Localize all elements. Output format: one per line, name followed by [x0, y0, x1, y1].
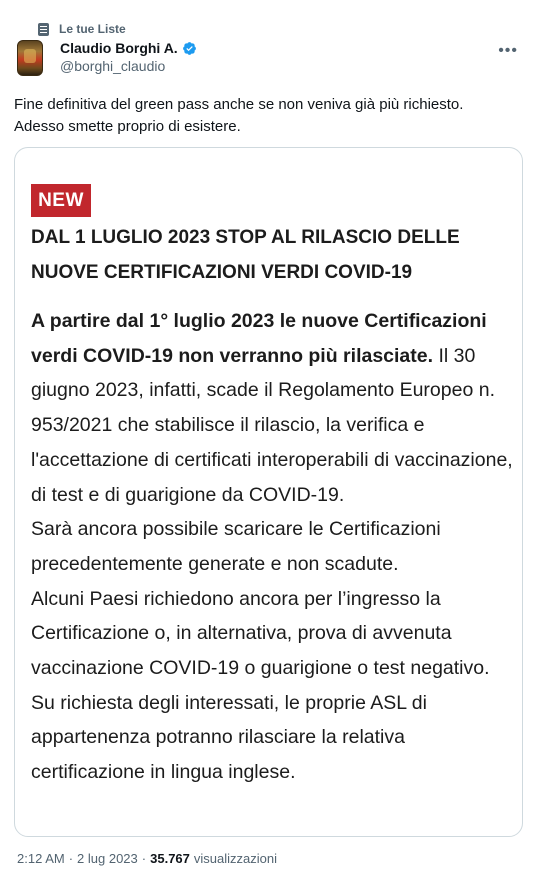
card-paragraph: Alcuni Paesi richiedono ancora per l’ingresso la Certificazione o, in alternativa, prova di avvenuta vaccinazione COVID-19 o guarigione o test negativo. Su richiesta degli interessati, le proprie ASL di appartenenza potranno rilasciare la relativa certificazione in lingua inglese.	[31, 587, 490, 784]
tweet-meta	[17, 851, 277, 866]
headline-line: NUOVE CERTIFICAZIONI VERDI COVID-19	[31, 262, 413, 283]
headline-line: DAL 1 LUGLIO 2023 STOP AL RILASCIO DELLE	[31, 227, 460, 248]
meta-separator: ·	[68, 851, 74, 866]
verified-badge-icon	[182, 41, 197, 56]
meta-separator: ·	[141, 851, 147, 866]
new-badge: NEW	[31, 184, 91, 217]
tweet-text	[14, 94, 519, 138]
avatar[interactable]	[17, 40, 43, 76]
list-icon	[38, 23, 49, 36]
card-body-rest: Il 30 giugno 2023, infatti, scade il Regolamento Europeo n. 953/2021 che stabilisce il rilascio, la verifica e l'accettazione di certificati interoperabili di vaccinazione, di test e di guarigione da COVID-19.	[31, 344, 513, 506]
author-handle[interactable]: @borghi_claudio	[60, 58, 166, 74]
views-count: 35.767	[150, 851, 190, 866]
views-label: visualizzazioni	[193, 851, 277, 866]
author-name[interactable]: Claudio Borghi A.	[60, 40, 178, 56]
card-paragraph	[31, 304, 515, 512]
tweet-header	[17, 40, 522, 80]
tweet-time[interactable]: 2:12 AM	[17, 851, 65, 866]
author-block	[60, 40, 197, 74]
card-bold-intro: A partire dal 1° luglio 2023 le nuove Certificazioni verdi COVID-19 non verranno più rilasciate.	[31, 310, 487, 367]
tweet-text-line: Adesso smette proprio di esistere.	[14, 118, 241, 135]
tweet-text-line: Fine definitiva del green pass anche se non veniva già più richiesto.	[14, 96, 464, 113]
tweet-date[interactable]: 2 lug 2023	[77, 851, 138, 866]
card-paragraph: Sarà ancora possibile scaricare le Certificazioni precedentemente generate e non scadute.	[31, 518, 441, 575]
list-label: Le tue Liste	[59, 22, 126, 36]
card-headline	[31, 220, 511, 290]
card-body	[31, 304, 515, 790]
tweet-media-image[interactable]	[14, 147, 523, 837]
list-context[interactable]	[38, 22, 126, 36]
more-options-icon[interactable]: •••	[498, 42, 518, 59]
